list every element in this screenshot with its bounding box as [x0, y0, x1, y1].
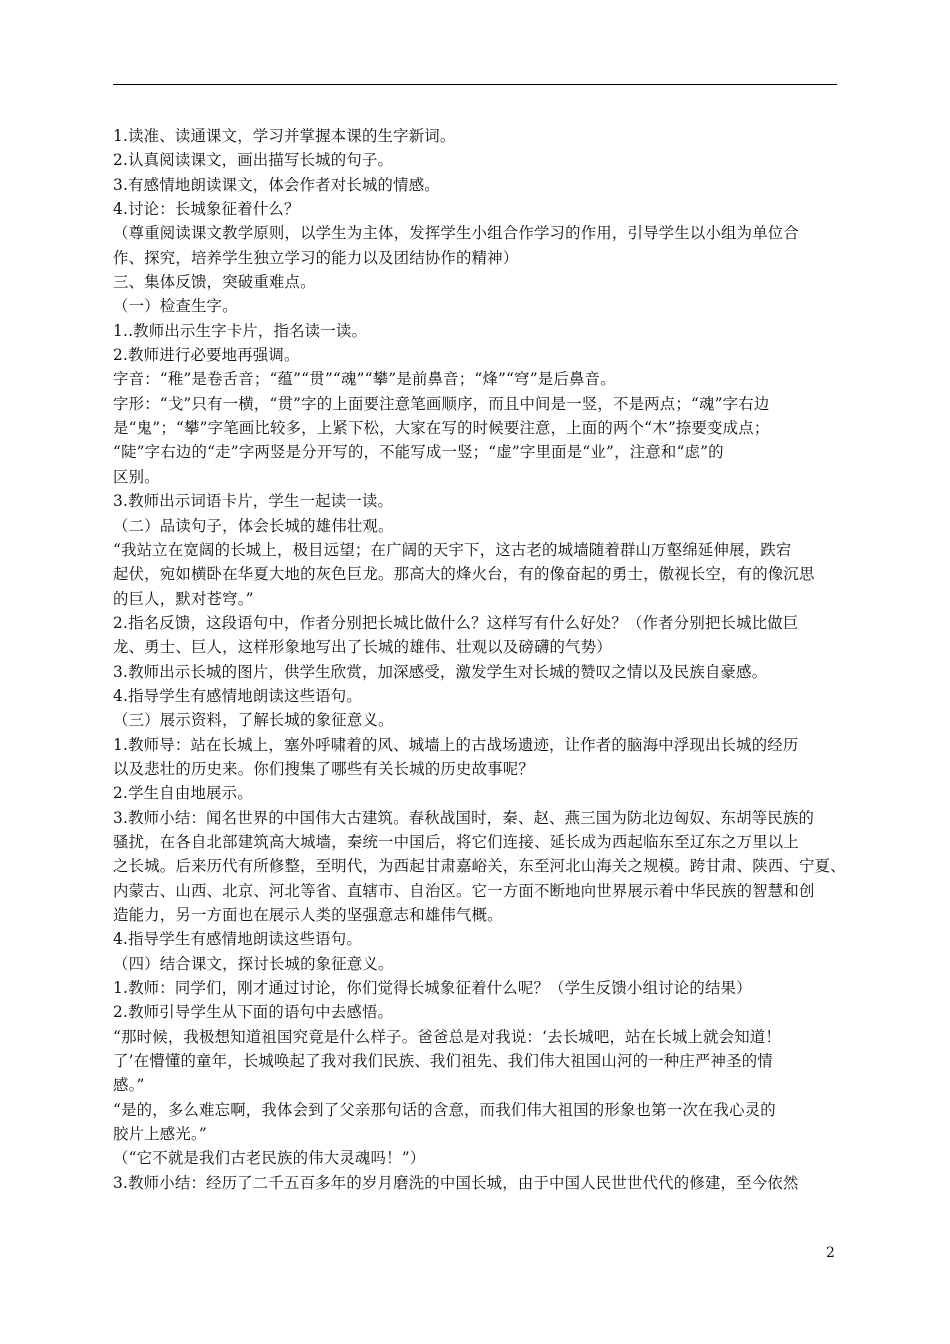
text-line: “那时候，我极想知道祖国究竟是什么样子。爸爸总是对我说：‘去长城吧，站在长城上就会知道！	[113, 1027, 781, 1046]
header-rule	[113, 84, 837, 85]
text-line: 三、集体反馈，突破重难点。	[113, 273, 316, 292]
text-line: 感。”	[113, 1076, 145, 1095]
text-line: （二）品读句子，体会长城的雄伟壮观。	[113, 516, 394, 535]
text-line: 以及悲壮的历史来。你们搜集了哪些有关长城的历史故事呢？	[113, 759, 534, 778]
text-line: “我站立在宽阔的长城上，极目远望；在广阔的天宇下，这古老的城墙随着群山万壑绵延伸展，跌宕	[113, 540, 792, 559]
text-line: 1.读准、读通课文，学习并掌握本课的生字新词。	[113, 127, 456, 145]
text-line: 2.认真阅读课文，画出描写长城的句子。	[113, 151, 394, 170]
text-line: 字形：“戈”只有一横，“贯”字的上面要注意笔画顺序，而且中间是一竖，不是两点；“魂”字右边	[113, 394, 770, 413]
text-line: （一）检查生字。	[113, 297, 238, 316]
page-number: 2	[826, 1245, 835, 1261]
text-line: 3.教师出示长城的图片，供学生欣赏，加深感受，激发学生对长城的赞叹之情以及民族自豪感。	[113, 662, 768, 681]
text-line: （三）展示资料，了解长城的象征意义。	[113, 711, 394, 730]
text-line: （四）结合课文，探讨长城的象征意义。	[113, 954, 394, 973]
text-line: 2.教师引导学生从下面的语句中去感悟。	[113, 1003, 394, 1022]
text-line: “陡”字右边的“走”字两竖是分开写的，不能写成一竖；“虚”字里面是“业”，注意和“虑”的	[113, 443, 724, 462]
text-line: 字音：“稚”是卷舌音；“蕴”“贯”“魂”“攀”是前鼻音；“烽”“穹”是后鼻音。	[113, 370, 616, 389]
text-line: 起伏，宛如横卧在华夏大地的灰色巨龙。那高大的烽火台，有的像奋起的勇士，傲视长空，有的像沉思	[113, 565, 815, 584]
text-line: 内蒙古、山西、北京、河北等省、直辖市、自治区。它一方面不断地向世界展示着中华民族的智慧和创	[113, 881, 815, 900]
text-line: 了’在懵懂的童年，长城唤起了我对我们民族、我们祖先、我们伟大祖国山河的一种庄严神圣的情	[113, 1052, 773, 1071]
text-line: 作、探究，培养学生独立学习的能力以及团结协作的精神）	[113, 248, 519, 267]
text-line: 1..教师出示生字卡片，指名读一读。	[113, 321, 368, 340]
text-line: （“它不就是我们古老民族的伟大灵魂吗！”）	[113, 1149, 426, 1168]
text-line: 3.有感情地朗读课文，体会作者对长城的情感。	[113, 175, 440, 194]
text-line: 是“鬼”；“攀”字笔画比较多，上紧下松，大家在写的时候要注意，上面的两个“木”捺要变成点；	[113, 419, 770, 438]
text-line: 4.指导学生有感情地朗读这些语句。	[113, 930, 362, 949]
text-line: 3.教师小结：闻名世界的中国伟大古建筑。春秋战国时，秦、赵、燕三国为防北边匈奴、东胡等民族的	[113, 808, 815, 827]
text-line: 3.教师出示词语卡片，学生一起读一读。	[113, 492, 394, 511]
text-line: 龙、勇士、巨人，这样形象地写出了长城的雄伟、壮观以及磅礴的气势）	[113, 638, 612, 657]
text-line: 1.教师导：站在长城上，塞外呼啸着的风、城墙上的古战场遗迹，让作者的脑海中浮现出长城的经历	[113, 735, 799, 754]
text-line: 2.学生自由地展示。	[113, 784, 253, 803]
text-line: 2.指名反馈，这段语句中，作者分别把长城比做什么？这样写有什么好处？（作者分别把长城比做巨	[113, 613, 799, 632]
text-line: 区别。	[113, 467, 160, 486]
text-line: 之长城。后来历代有所修整，至明代，为西起甘肃嘉峪关，东至河北山海关之规模。跨甘肃、陕西、宁夏、	[113, 857, 846, 876]
text-line: 1.教师：同学们，刚才通过讨论，你们觉得长城象征着什么呢？（学生反馈小组讨论的结果）	[113, 979, 752, 998]
text-line: 造能力，另一方面也在展示人类的坚强意志和雄伟气概。	[113, 906, 503, 924]
text-line: 4.讨论：长城象征着什么？	[113, 200, 300, 219]
document-body	[113, 124, 846, 1195]
text-line: 2.教师进行必要地再强调。	[113, 346, 300, 365]
text-line: 的巨人，默对苍穹。”	[113, 589, 254, 608]
text-line: 胶片上感光。”	[113, 1125, 207, 1144]
text-line: “是的，多么难忘啊，我体会到了父亲那句话的含意，而我们伟大祖国的形象也第一次在我心灵的	[113, 1100, 776, 1119]
text-line: （尊重阅读课文教学原则，以学生为主体，发挥学生小组合作学习的作用，引导学生以小组为单位合	[113, 224, 799, 243]
text-line: 3.教师小结：经历了二千五百多年的岁月磨洗的中国长城，由于中国人民世世代代的修建，至今依然	[113, 1173, 799, 1192]
text-line: 4.指导学生有感情地朗读这些语句。	[113, 686, 362, 705]
text-line: 骚扰，在各自北部建筑高大城墙，秦统一中国后，将它们连接、延长成为西起临东至辽东之万里以上	[113, 832, 799, 851]
